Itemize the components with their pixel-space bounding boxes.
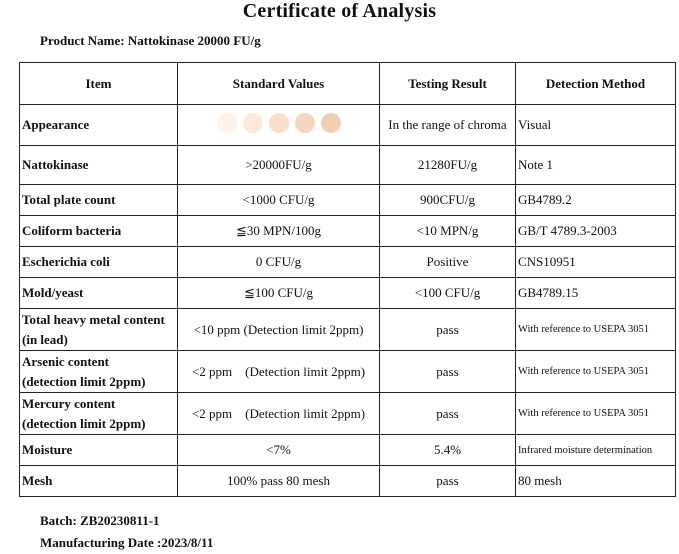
- detection-method: With reference to USEPA 3051: [516, 309, 676, 351]
- table-row: [20, 247, 676, 278]
- testing-result: pass: [380, 466, 516, 497]
- testing-result: pass: [380, 393, 516, 435]
- detection-method: Note 1: [516, 146, 676, 185]
- document-title: Certificate of Analysis: [242, 0, 437, 22]
- standard-value: <10 ppm (Detection limit 2ppm): [178, 309, 380, 351]
- table-row: [20, 216, 676, 247]
- item-name: Moisture: [20, 435, 178, 466]
- color-swatch: [243, 113, 263, 133]
- item-name: Mesh: [20, 466, 178, 497]
- table-row: [20, 351, 676, 393]
- testing-result: Positive: [380, 247, 516, 278]
- product-name: Product Name: Nattokinase 20000 FU/g: [40, 33, 261, 48]
- method-appearance: Visual: [516, 105, 676, 146]
- color-swatch: [295, 113, 315, 133]
- detection-method: With reference to USEPA 3051: [516, 393, 676, 435]
- testing-result: pass: [380, 309, 516, 351]
- item-name-line2: (in lead): [22, 331, 68, 347]
- detection-method: CNS10951: [516, 247, 676, 278]
- table-header-row: [20, 63, 676, 105]
- item-name-line2: (detection limit 2ppm): [22, 373, 146, 389]
- item-name: Escherichia coli: [20, 247, 178, 278]
- manufacturing-date: Manufacturing Date :2023/8/11: [40, 535, 214, 550]
- standard-value: <7%: [178, 435, 380, 466]
- table-row: [20, 466, 676, 497]
- color-swatch: [217, 113, 237, 133]
- detection-method: With reference to USEPA 3051: [516, 351, 676, 393]
- item-name: [20, 393, 178, 435]
- item-name: [20, 351, 178, 393]
- standard-value: 100% pass 80 mesh: [178, 466, 380, 497]
- header-testing-result: Testing Result: [380, 63, 516, 105]
- detection-method: GB4789.2: [516, 185, 676, 216]
- header-standard-values: Standard Values: [178, 63, 380, 105]
- standard-value: >20000FU/g: [178, 146, 380, 185]
- standard-value: <2 ppm (Detection limit 2ppm): [178, 393, 380, 435]
- header-item: Item: [20, 63, 178, 105]
- item-name: [20, 309, 178, 351]
- chroma-swatches: [178, 105, 380, 146]
- item-name: Total plate count: [20, 185, 178, 216]
- item-name-line1: Mercury content: [22, 395, 116, 411]
- color-swatch: [269, 113, 289, 133]
- detection-method: GB/T 4789.3-2003: [516, 216, 676, 247]
- standard-value: <1000 CFU/g: [178, 185, 380, 216]
- testing-result: 900CFU/g: [380, 185, 516, 216]
- table-row: [20, 393, 676, 435]
- header-detection-method: Detection Method: [516, 63, 676, 105]
- item-name: Nattokinase: [20, 146, 178, 185]
- standard-value: <2 ppm (Detection limit 2ppm): [178, 351, 380, 393]
- testing-result: <100 CFU/g: [380, 278, 516, 309]
- color-swatch: [321, 113, 341, 133]
- detection-method: 80 mesh: [516, 466, 676, 497]
- analysis-table: [19, 62, 676, 497]
- testing-result: <10 MPN/g: [380, 216, 516, 247]
- testing-result: 21280FU/g: [380, 146, 516, 185]
- testing-result: pass: [380, 351, 516, 393]
- standard-value: ≦100 CFU/g: [178, 278, 380, 309]
- batch-number: Batch: ZB20230811-1: [40, 513, 160, 528]
- item-name-line2: (detection limit 2ppm): [22, 415, 146, 431]
- detection-method: Infrared moisture determination: [516, 435, 676, 466]
- item-appearance: Appearance: [20, 105, 178, 146]
- item-name-line1: Total heavy metal content: [22, 311, 165, 327]
- table-row-appearance: [20, 105, 676, 146]
- item-name-line1: Arsenic content: [22, 353, 110, 369]
- item-name: Mold/yeast: [20, 278, 178, 309]
- result-appearance: In the range of chroma: [380, 105, 516, 146]
- item-name: Coliform bacteria: [20, 216, 178, 247]
- table-row: [20, 146, 676, 185]
- standard-value: ≦30 MPN/100g: [178, 216, 380, 247]
- testing-result: 5.4%: [380, 435, 516, 466]
- standard-value: 0 CFU/g: [178, 247, 380, 278]
- table-row: [20, 278, 676, 309]
- table-row: [20, 185, 676, 216]
- detection-method: GB4789.15: [516, 278, 676, 309]
- table-row: [20, 309, 676, 351]
- table-row: [20, 435, 676, 466]
